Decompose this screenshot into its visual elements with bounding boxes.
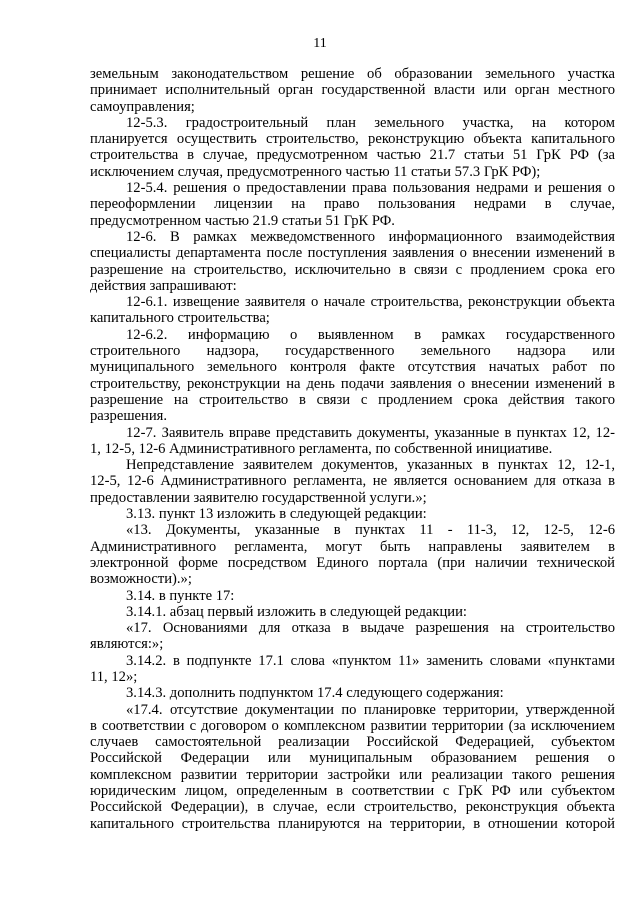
text-line: комплексном развитии территории застройки или реализации такого решения xyxy=(90,766,615,783)
text-line: 12-5, 12-6 Административного регламента, не является основанием для отказа в xyxy=(90,473,615,490)
text-line: капитального строительства планируются на территории, в отношении которой xyxy=(90,815,615,832)
text-line: муниципального земельного контроля факте отсутствия начатых работ по xyxy=(90,359,615,376)
text-line: Административного регламента, могут быть направлены заявителем в xyxy=(90,538,615,555)
text-line: капитального строительства; xyxy=(90,310,270,327)
text-line: возможности).»; xyxy=(90,571,192,588)
text-line: «17.4. отсутствие документации по планировке территории, утвержденной xyxy=(126,701,615,718)
text-line: 12-7. Заявитель вправе представить документы, указанные в пунктах 12, 12- xyxy=(126,424,615,441)
text-line: принимает исполнительный орган государственной власти или орган местного xyxy=(90,82,615,99)
text-line: переоформлении лицензии на право пользования недрами в случае, xyxy=(90,196,615,213)
page-number: 11 xyxy=(313,36,327,51)
text-line: Российской Федерации или муниципальным образованием решения о xyxy=(90,750,615,767)
text-line: 1, 12-5, 12-6 Административного регламента, по собственной инициативе. xyxy=(90,440,553,457)
text-line: 12-5.4. решения о предоставлении права пользования недрами и решения о xyxy=(126,180,615,197)
text-line: электронной форме посредством Единого портала (при наличии технической xyxy=(90,554,615,571)
text-line: 12-6.2. информацию о выявленном в рамках государственного xyxy=(126,326,615,343)
text-line: юридическим лицом, определенным в соответствии с ГрК РФ или субъектом xyxy=(90,783,615,800)
text-line: земельным законодательством решение об образовании земельного участка xyxy=(90,66,615,82)
text-line: случаев самостоятельной реализации Российской Федерацией, субъектом xyxy=(90,734,615,751)
text-line: действия запрашивают: xyxy=(90,277,237,294)
text-line: Непредставление заявителем документов, указанных в пунктах 12, 12-1, xyxy=(126,457,615,474)
text-line: исключением случая, предусмотренного частью 11 статьи 57.3 ГрК РФ); xyxy=(90,163,541,180)
text-line: «13. Документы, указанные в пунктах 11 - 11-3, 12, 12-5, 12-6 xyxy=(126,522,615,539)
text-line: планируется осуществить строительство, реконструкцию объекта капитального xyxy=(90,131,615,148)
text-line: предоставлении заявителю государственной услуги.»; xyxy=(90,489,427,506)
text-line: являются:»; xyxy=(90,636,164,653)
text-line: разрешение на строительство в связи с продлением срока действия такого xyxy=(90,391,615,408)
text-line: строительства в случае, предусмотренном частью 21.7 статьи 51 ГрК РФ (за xyxy=(90,147,615,164)
text-line: 11, 12»; xyxy=(90,668,138,685)
text-line: строительству, реконструкции на день подачи заявления о внесении изменений в xyxy=(90,375,615,392)
text-line: «17. Основаниями для отказа в выдаче разрешения на строительство xyxy=(126,620,615,637)
text-line: 3.14.2. в подпункте 17.1 слова «пунктом 11» заменить словами «пунктами xyxy=(126,652,615,669)
text-line: разрешение на строительство, исключительно в связи с продлением срока его xyxy=(90,261,615,278)
text-line: предусмотренном частью 21.9 статьи 51 ГрК РФ. xyxy=(90,212,395,229)
text-line: 12-6. В рамках межведомственного информационного взаимодействия xyxy=(126,228,615,245)
text-line: 3.14.1. абзац первый изложить в следующей редакции: xyxy=(126,603,467,620)
text-line: специалисты департамента после поступления заявления о внесении изменений в xyxy=(90,245,615,262)
text-line: 12-5.3. градостроительный план земельного участка, на котором xyxy=(126,114,615,131)
text-line: самоуправления; xyxy=(90,98,195,115)
document-body xyxy=(90,66,615,832)
text-line: 3.13. пункт 13 изложить в следующей редакции: xyxy=(126,506,427,523)
text-line: разрешения. xyxy=(90,408,168,425)
text-line: 12-6.1. извещение заявителя о начале строительства, реконструкции объекта xyxy=(126,294,615,311)
text-line: в соответствии с договором о комплексном развитии территории (за исключением xyxy=(90,717,615,734)
text-line: строительного надзора, государственного земельного надзора или xyxy=(90,343,615,360)
text-line: 3.14. в пункте 17: xyxy=(126,587,235,604)
text-line: 3.14.3. дополнить подпунктом 17.4 следующего содержания: xyxy=(126,685,504,702)
text-line: Российской Федерации), в случае, если строительство, реконструкция объекта xyxy=(90,799,615,816)
